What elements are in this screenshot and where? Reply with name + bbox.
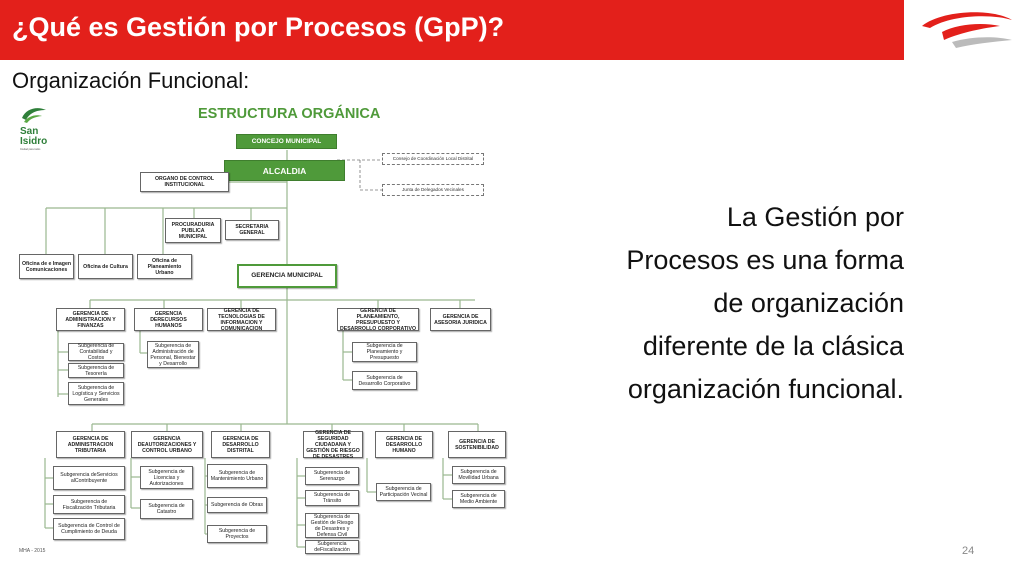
title-bar [0, 0, 904, 60]
org-box-procuraduria: PROCURADURIA PUBLICA MUNICIPAL [165, 218, 221, 243]
org-box-sub-proyectos: Subgerencia de Proyectos [207, 525, 267, 543]
org-box-sub-catastro: Subgerencia de Catastro [140, 499, 193, 519]
org-box-sub-transito: Subgerencia de Tránsito [305, 490, 359, 506]
org-box-sub-movilidad: Subgerencia de Movilidad Urbana [452, 466, 505, 484]
org-box-sub-desarrollo-corporativo: Subgerencia de Desarrollo Corporativo [352, 371, 417, 390]
body-line: organización funcional. [627, 374, 904, 404]
org-box-oficina-imagen: Oficina de e Imagen Comunicaciones [19, 254, 74, 279]
swoosh-logo-icon [912, 6, 1017, 50]
page-number: 24 [962, 545, 975, 557]
svg-text:Isidro: Isidro [20, 136, 48, 147]
org-box-sub-serenazgo: Subgerencia de Serenazgo [305, 467, 359, 485]
org-box-gerencia-municipal: GERENCIA MUNICIPAL [237, 264, 337, 288]
org-box-junta-delegados: Junta de Delegados Vecinales [382, 184, 484, 196]
org-box-sub-tesoreria: Subgerencia de Tesorería [68, 363, 124, 378]
org-box-sub-adm-personal: Subgerencia de Administración de Personal, Bienestar y Desarrollo [147, 341, 199, 368]
org-box-sub-medio-ambiente: Subgerencia de Medio Ambiente [452, 490, 505, 508]
org-chart-title: ESTRUCTURA ORGÁNICA [198, 106, 381, 122]
org-box-consejo-coordinacion: Consejo de Coordinación Local Distrital [382, 153, 484, 165]
body-line: La Gestión por [726, 202, 904, 232]
org-box-gerencia-juridica: GERENCIA DE ASESORIA JURIDICA [430, 308, 491, 331]
org-box-secretaria-general: SECRETARIA GENERAL [225, 220, 279, 240]
org-box-oficina-cultura: Oficina de Cultura [78, 254, 133, 279]
org-box-sub-participacion: Subgerencia de Participación Vecinal [376, 483, 431, 501]
slide-subtitle: Organización Funcional: [12, 68, 250, 93]
org-box-sub-planeamiento: Subgerencia de Planeamiento y Presupuesto [352, 342, 417, 362]
slide-body-text [560, 196, 904, 411]
org-box-concejo-municipal: CONCEJO MUNICIPAL [236, 134, 337, 149]
org-box-gerencia-autorizaciones: GERENCIA DEAUTORIZACIONES Y CONTROL URBANO [131, 431, 203, 458]
svg-text:San: San [20, 126, 39, 137]
org-box-gerencia-seguridad: GERENCIA DE SEGURIDAD CIUDADANA Y GESTIÓN DE RIESGO DE DESASTRES [303, 431, 363, 458]
org-box-oficina-planeamiento: Oficina de Planeamiento Urbano [137, 254, 192, 279]
org-box-sub-servicios-contribuyente: Subgerencia deServicios alContribuyente [53, 466, 125, 490]
org-box-sub-fiscalizacion-tributaria: Subgerencia de Fiscalización Tributaria [53, 495, 125, 514]
slide-title: ¿Qué es Gestión por Procesos (GpP)? [12, 12, 505, 42]
body-line: diferente de la clásica [642, 331, 904, 361]
org-box-sub-contabilidad: Subgerencia de Contabilidad y Costos [68, 343, 124, 361]
org-box-sub-mantenimiento: Subgerencia de Mantenimiento Urbano [207, 464, 267, 488]
org-box-control-institucional: ORGANO DE CONTROL INSTITUCIONAL [140, 172, 229, 192]
org-box-sub-control-deuda: Subgerencia de Control de Cumplimiento de Deuda [53, 518, 125, 540]
org-box-gerencia-desarrollo-distrital: GERENCIA DE DESARROLLO DISTRITAL [211, 431, 270, 458]
org-box-sub-riesgo: Subgerencia de Gestión de Riesgo de Desastres y Defensa Civil [305, 513, 359, 538]
org-box-sub-fiscalizacion: Subgerencia deFiscalización [305, 540, 359, 554]
org-box-gerencia-rrhh: GERENCIA DERECURSOS HUMANOS [134, 308, 203, 331]
body-line: de organización [713, 288, 904, 318]
slide-footer: MHA - 2015 [19, 548, 46, 554]
org-box-gerencia-desarrollo-humano: GERENCIA DE DESARROLLO HUMANO [375, 431, 433, 458]
body-line: Procesos es una forma [626, 245, 904, 275]
org-box-gerencia-tributaria: GERENCIA DE ADMINISTRACION TRIBUTARIA [56, 431, 125, 458]
org-box-gerencia-planeamiento: GERENCIA DE PLANEAMIENTO, PRESUPUESTO Y DESARROLLO CORPORATIVO [337, 308, 419, 331]
san-isidro-logo [18, 104, 50, 152]
org-box-gerencia-sostenibilidad: GERENCIA DE SOSTENIBILIDAD [448, 431, 506, 458]
org-box-gerencia-tecnologias: GERENCIA DE TECNOLOGIAS DE INFORMACION Y COMUNICACION [207, 308, 276, 331]
org-box-alcaldia: ALCALDIA [224, 160, 345, 181]
org-box-sub-logistica: Subgerencia de Logística y Servicios Generales [68, 382, 124, 405]
org-box-gerencia-adm-finanzas: GERENCIA DE ADMINISTRACION Y FINANZAS [56, 308, 125, 331]
org-box-sub-obras: Subgerencia de Obras [207, 497, 267, 513]
org-box-sub-licencias: Subgerencia de Licencias y Autorizaciones [140, 466, 193, 489]
svg-text:Ciudad para todos: Ciudad para todos [20, 148, 41, 151]
